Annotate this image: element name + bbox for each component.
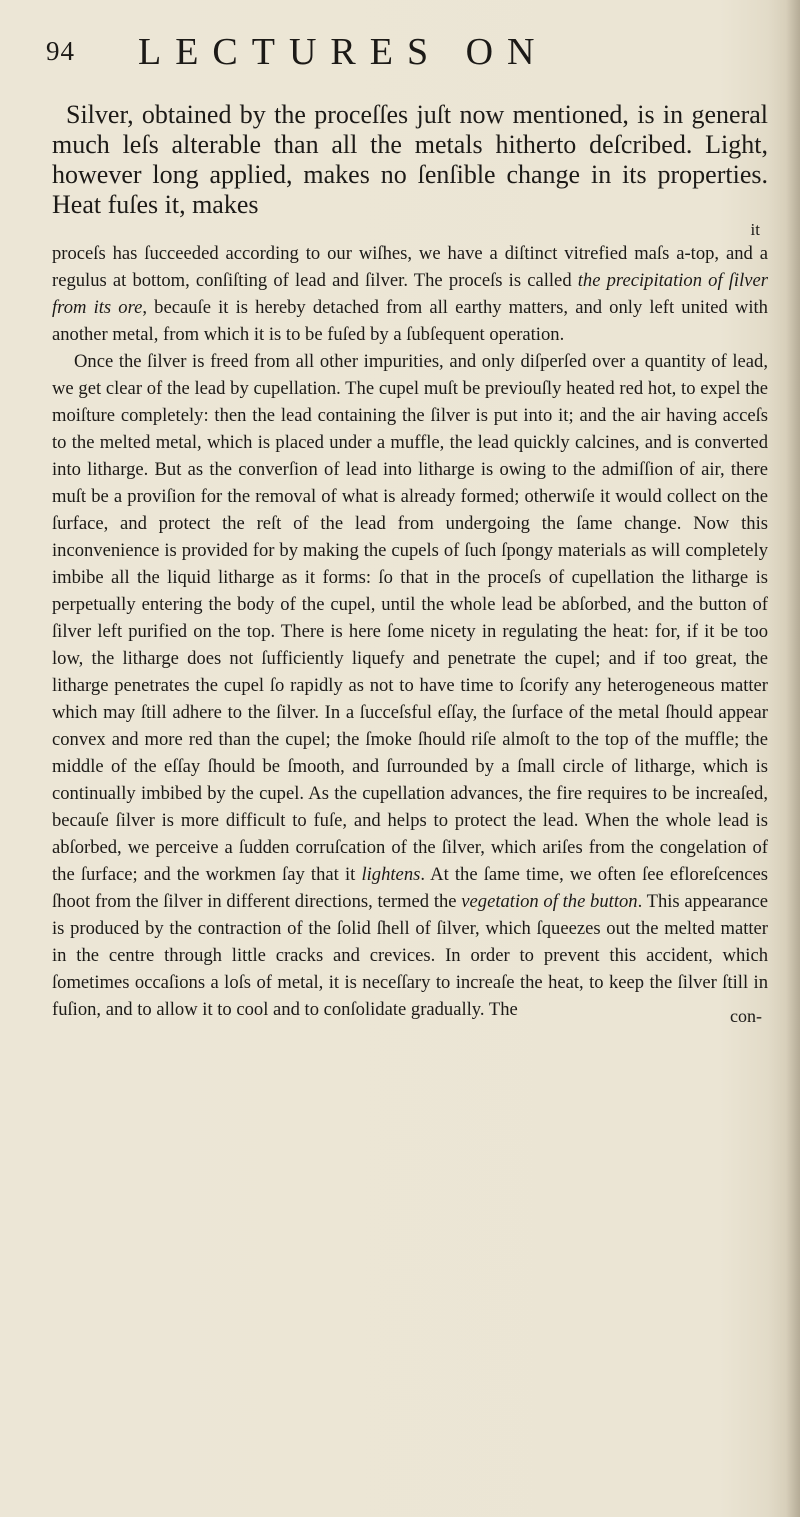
paragraph-cupellation: Once the ſilver is freed from all other impurities, and only diſperſed over a quantity of lead, we get clear of the lead by cupellation. The cupel muſt be previouſly heated red hot, to expel the moiſture completely: then the lead containing the ſilver is put into it; and the air having acceſs to the melted metal, which is placed under a muffle, the lead quickly calcines, and is converted into litharge. But as the converſion of lead into litharge is owing to the admiſſion of air, there muſt be a proviſion for the removal of what is already formed; otherwiſe it would collect on the ſurface, and protect the reſt of the lead from undergoing the ſame change. Now this inconvenience is provided for by making the cupels of ſuch ſpongy materials as will completely imbibe all the liquid litharge as it forms: ſo that in the proceſs of cupellation the litharge is perpetually entering the body of the cupel, until the whole lead be abſorbed, and the button of ſilver left purified on the top. There is here ſome nicety in regulating the heat: for, if it be too low, the litharge does not ſufficiently liquefy and penetrate the cupel; and if too great, the litharge penetrates the cupel ſo rapidly as not to have time to ſcorify any heterogeneous matter which may ſtill adhere to the ſilver. In a ſucceſsful eſſay, the ſurface of the metal ſhould appear convex and more red than the cupel; the ſmoke ſhould riſe almoſt to the top of the muffle; the middle of the eſſay ſhould be ſmooth, and ſurrounded by a ſmall circle of litharge, which is continually imbibed by the cupel. As the cupellation advances, the fire requires to be increaſed, becauſe ſilver is more difficult to fuſe, and helps to protect the lead. When the whole lead is abſorbed, we perceive a ſudden corruſcation of the ſilver, which ariſes from the congelation of the ſurface; and the workmen ſay that it lightens. At the ſame time, we often ſee efloreſcences ſhoot from the ſilver in different directions, termed the vegetation of the button. This appearance is produced by the contraction of the ſolid ſhell of ſilver, which ſqueezes out the melted matter in the centre through little cracks and crevices. In order to prevent this accident, which ſometimes occaſions a loſs of metal, it is neceſſary to increaſe the heat, to keep the ſilver ſtill in fuſion, and to allow it to cool and to conſolidate gradually. The xyxy=(52,351,768,1020)
catchword: con- xyxy=(730,1006,762,1026)
lead-catchword: it xyxy=(750,220,760,239)
running-head: LECTURES ON xyxy=(138,31,549,73)
italic-term-precipitation: the precipitation of ſilver from its ore xyxy=(52,270,768,318)
page-edge-shadow xyxy=(786,0,800,1517)
body-text xyxy=(52,240,768,1023)
lead-paragraph: Silver, obtained by the proceſſes juſt now mentioned, is in general much leſs alterable than all the metals hitherto deſcribed. Light, however long applied, makes no ſenſible change in its properties. Heat fuſes it, makes xyxy=(52,100,768,219)
page-number: 94 xyxy=(46,36,75,66)
italic-term-lightens: lightens xyxy=(361,864,421,885)
page-header xyxy=(46,30,766,80)
italic-term-vegetation: vegetation of the button xyxy=(461,891,638,912)
paragraph-precipitation: proceſs has ſucceeded according to our wiſhes, we have a diſtinct vitrefied maſs a-top, and a regulus at bottom, conſiſting of lead and ſilver. The proceſs is called the precipitation of ſilver from its ore, becauſe it is hereby detached from all earthy matters, and only left united with another metal, from which it is to be fuſed by a ſubſequent operation. xyxy=(52,243,768,345)
